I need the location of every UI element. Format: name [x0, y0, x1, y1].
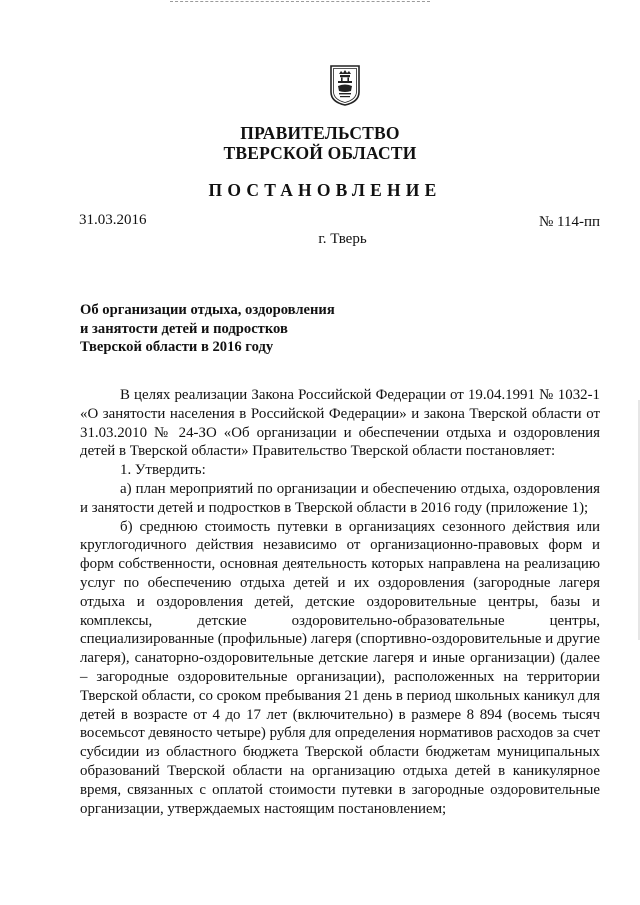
subject-line: Тверской области в 2016 году [80, 339, 274, 356]
document-city: г. Тверь [318, 231, 367, 247]
body-paragraph-preamble: В целях реализации Закона Российской Федерации от 19.04.1991 № 1032-1 «О занятости населения в Российской Федерации» и закона Тверской области от 31.03.2010 № 24-ЗО «Об организации и обеспечении отдыха и оздоровления детей в Тверской области» Правительство Тверской области постановляет: [80, 387, 600, 460]
tver-coat-of-arms-icon [329, 62, 361, 106]
body-paragraph-item-b: б) среднюю стоимость путевки в организациях сезонного действия или круглогодичного действия независимо от организационно-правовых форм и форм собственности, основная деятельность которых направлена на реализацию услуг по обеспечению отдыха детей и их оздоровления (загородные лагеря отдыха и оздоровления детей, детские оздоровительные центры, базы и комплексы, детские оздоровительно-образовательные центры, специализированные (профильные) лагеря (спортивно-оздоровительные и другие лагеря), санаторно-оздоровительные детские лагеря и иные организации) (далее – загородные оздоровительные организации), расположенных на территории Тверской области, со сроком пребывания 21 день в период школьных каникул для детей в возрасте от 4 до 17 лет (включительно) в размере 8 894 (восемь тысяч восемьсот девяносто четыре) рубля для определения нормативов расходов за счет субсидии из областного бюджета Тверской области бюджетам муниципальных образований Тверской области на организацию отдыха детей в каникулярное время, связанных с оплатой стоимости путевки в загородные оздоровительные организации, утверждаемых настоящим постановлением; [80, 518, 600, 817]
organization-name-line2: ТВЕРСКОЙ ОБЛАСТИ [223, 143, 417, 163]
document-date: 31.03.2016 [79, 212, 147, 228]
subject-line: Об организации отдыха, оздоровления [80, 302, 335, 318]
document-subject [80, 301, 480, 357]
body-paragraph-item-a: а) план мероприятий по организации и обеспечению отдыха, оздоровления и занятости детей и подростков в Тверской области в 2016 году (приложение 1); [80, 480, 600, 516]
subject-line: и занятости детей и подростков [80, 320, 288, 337]
scan-edge-line [170, 1, 430, 2]
document-body [80, 386, 600, 818]
body-paragraph-item-1: 1. Утвердить: [120, 462, 206, 479]
document-number: № 114-пп [538, 214, 600, 230]
organization-name-line1: ПРАВИТЕЛЬСТВО [240, 123, 400, 143]
document-type: ПОСТАНОВЛЕНИЕ [208, 180, 442, 200]
